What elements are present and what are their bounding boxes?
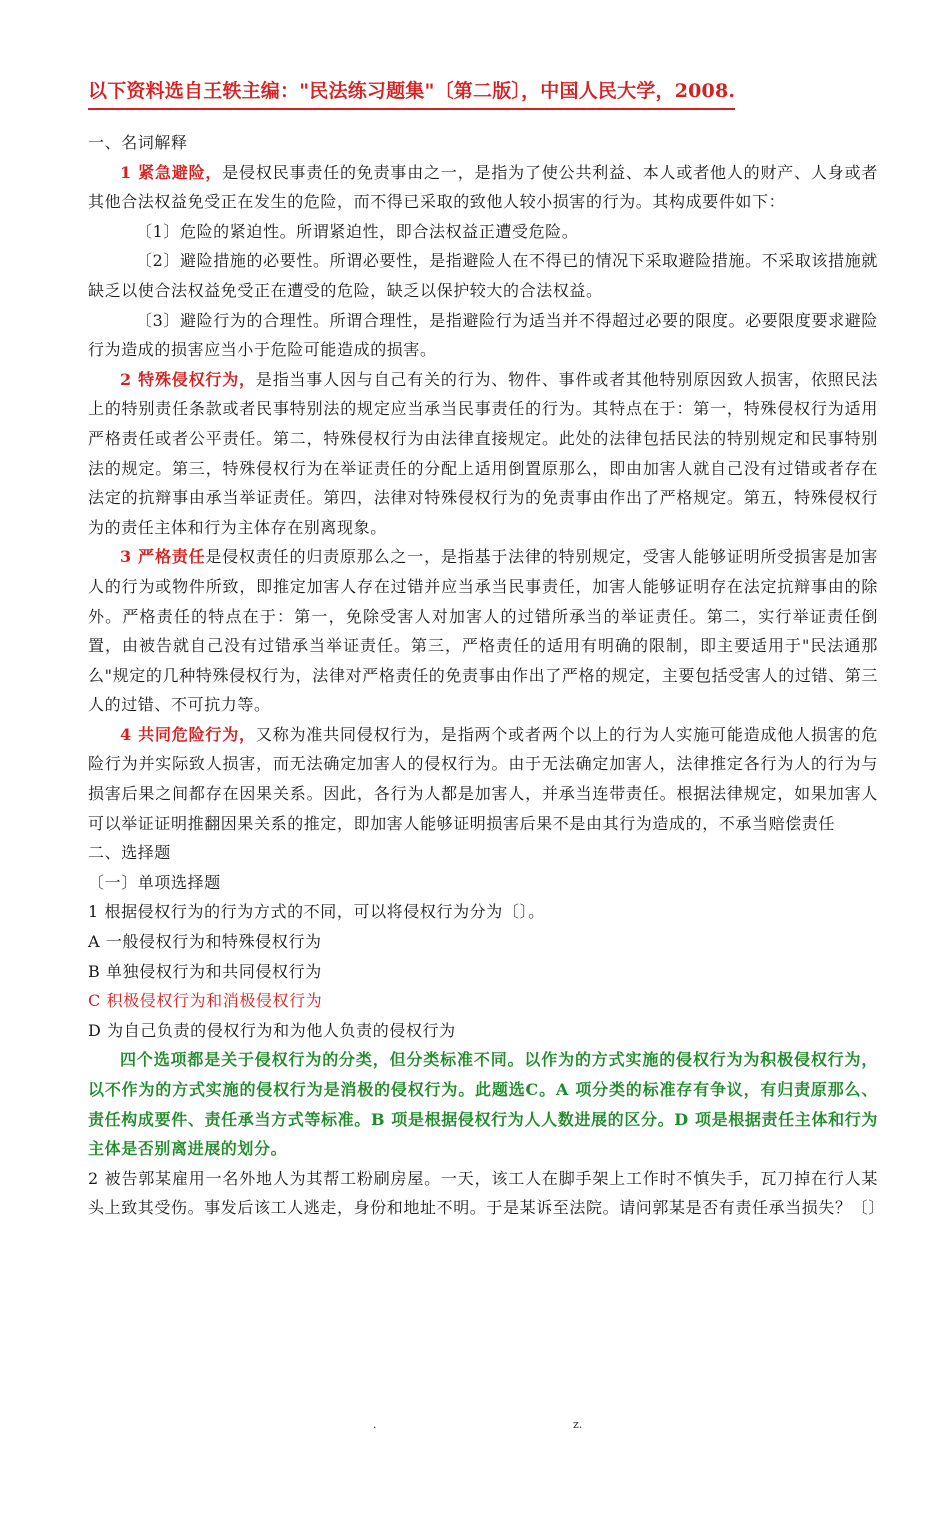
term-paragraph-3 [88,542,878,720]
term-label-4: 4 共同危险行为， [120,724,256,744]
requirement-2: 〔2〕避险措施的必要性。所谓必要性，是指避险人在不得已的情况下采取避险措施。不采取该措施就缺乏以使合法权益免受正在遭受的危险，缺乏以保护较大的合法权益。 [88,251,878,300]
subsection-heading-single-choice: 〔一〕单项选择题 [88,872,221,892]
term-paragraph-1 [88,158,878,217]
question-1-option-b: B 单独侵权行为和共同侵权行为 [88,961,322,981]
question-2-stem: 2 被告郭某雇用一名外地人为其帮工粉刷房屋。一天，该工人在脚手架上工作时不慎失手，瓦刀掉在行人某头上致其受伤。事发后该工人逃走，身份和地址不明。于是某诉至法院。请问郭某是否有责任承当损失？〔〕 [88,1168,885,1218]
term-paragraph-4 [88,720,878,838]
footer-left-mark: . [373,1418,377,1431]
source-citation-header: 以下资料选自王轶主编："民法练习题集"〔第二版〕，中国人民大学，2008. [88,78,735,110]
question-1-explanation: 四个选项都是关于侵权行为的分类，但分类标准不同。以作为的方式实施的侵权行为为积极侵权行为，以不作为的方式实施的侵权行为是消极的侵权行为。此题选C。A 项分类的标准存有争议，有归责原那么、责任构成要件、责任承当方式等标准。B 项是根据侵权行为人人数进展的区分。D 项是根据责任主体和行为主体是否别离进展的划分。 [88,1050,878,1159]
term-paragraph-2 [88,365,878,543]
question-1-option-a: A 一般侵权行为和特殊侵权行为 [88,932,322,952]
document-body [88,128,885,1223]
term-label-2: 2 特殊侵权行为， [120,369,256,389]
section-heading-choice: 二、选择题 [88,843,172,863]
term-text-3: 是侵权责任的归责原那么之一，是指基于法律的特别规定，受害人能够证明所受损害是加害人的行为或物件所致，即推定加害人存在过错并应当承当民事责任，加害人能够证明存在法定抗辩事由的除外。严格责任的特点在于：第一，免除受害人对加害人的过错所承当的举证责任。第二，实行举证责任倒置，由被告就自己没有过错承当举证责任。第三，严格责任的适用有明确的限制，即主要适用于"民法通那么"规定的几种特殊侵权行为，法律对严格责任的免责事由作出了严格的规定，主要包括受害人的过错、第三人的过错、不可抗力等。 [88,547,878,715]
term-label-1: 1 紧急避险， [120,162,223,182]
requirement-3: 〔3〕避险行为的合理性。所谓合理性，是指避险行为适当并不得超过必要的限度。必要限度要求避险行为造成的损害应当小于危险可能造成的损害。 [88,310,878,360]
term-text-1: 是侵权民事责任的免责事由之一，是指为了使公共利益、本人或者他人的财产、人身或者其他合法权益免受正在发生的危险，而不得已采取的致他人较小损害的行为。其构成要件如下： [88,162,879,212]
footer-right-mark: z. [573,1418,583,1431]
question-1-option-c-answer: C 积极侵权行为和消极侵权行为 [88,991,323,1011]
term-label-3: 3 严格责任 [120,547,206,567]
question-1-option-d: D 为自己负责的侵权行为和为他人负责的侵权行为 [88,1020,456,1040]
section-heading-definitions: 一、名词解释 [88,133,188,152]
question-1-stem: 1 根据侵权行为的行为方式的不同，可以将侵权行为分为〔〕。 [88,902,545,922]
document-page [88,78,885,1223]
term-text-4: 又称为准共同侵权行为，是指两个或者两个以上的行为人实施可能造成他人损害的危险行为并实际致人损害，而无法确定加害人的侵权行为。由于无法确定加害人，法律推定各行为人的行为与损害后果之间都存在因果关系。因此，各行为人都是加害人，并承当连带责任。根据法律规定，如果加害人可以举证证明推翻因果关系的推定，即加害人能够证明损害后果不是由其行为造成的，不承当赔偿责任 [88,724,879,833]
requirement-1: 〔1〕危险的紧迫性。所谓紧迫性，即合法权益正遭受危险。 [136,221,579,241]
term-text-2: 是指当事人因与自己有关的行为、物件、事件或者其他特别原因致人损害，依照民法上的特别责任条款或者民事特别法的规定应当承当民事责任的行为。其特点在于：第一，特殊侵权行为适用严格责任或者公平责任。第二，特殊侵权行为由法律直接规定。此处的法律包括民法的特别规定和民事特别法的规定。第三，特殊侵权行为在举证责任的分配上适用倒置原那么，即由加害人就自己没有过错或者存在法定的抗辩事由承当举证责任。第四，法律对特殊侵权行为的免责事由作出了严格规定。第五，特殊侵权行为的责任主体和行为主体存在别离现象。 [88,369,879,537]
